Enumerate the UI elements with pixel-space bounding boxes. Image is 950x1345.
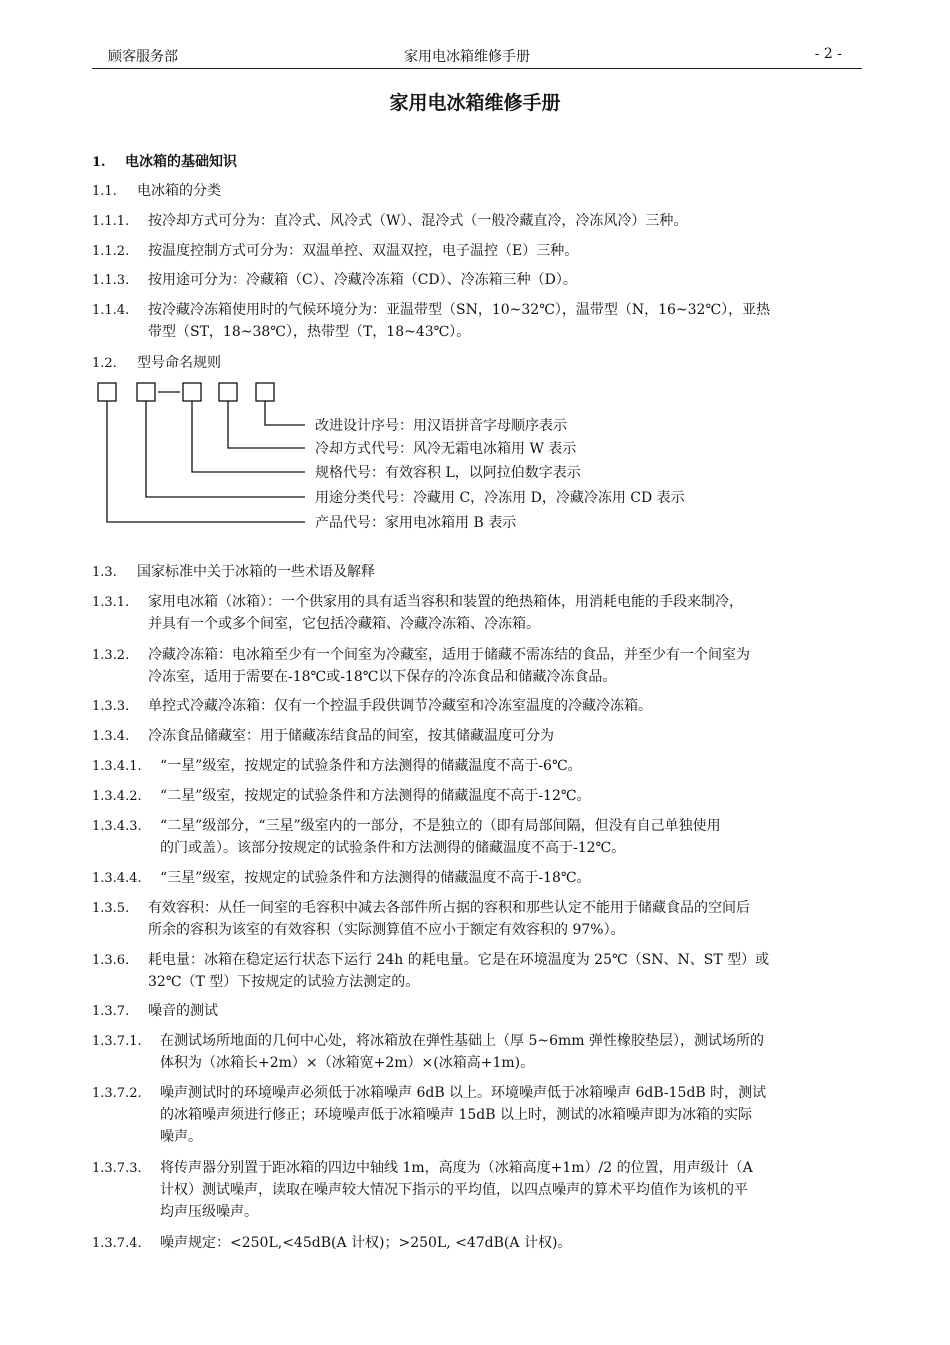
- clause-text: 冷冻室，适用于需要在-18℃或-18℃以下保存的冷冻食品和储藏冷冻食品。: [148, 669, 617, 685]
- clause-text: 32℃（T 型）下按规定的试验方法测定的。: [148, 974, 420, 990]
- clause-number: 1.3.7.3.: [92, 1161, 142, 1176]
- clause-number: 1.3.3.: [92, 699, 130, 714]
- clause-number: 1.2.: [92, 356, 117, 371]
- header-page-number: - 2 -: [814, 46, 842, 62]
- clause-number: 1.3.7.: [92, 1004, 130, 1019]
- clause-number: 1.3.5.: [92, 901, 130, 916]
- header-title: 家用电冰箱维修手册: [404, 49, 530, 65]
- diagram-label-usage: 用途分类代号：冷藏用 C，冷冻用 D，冷藏冷冻用 CD 表示: [315, 490, 685, 506]
- clause-number: 1.3.7.4.: [92, 1236, 142, 1251]
- page-header: [92, 42, 862, 69]
- clause-text: 均声压级噪声。: [160, 1204, 258, 1220]
- clause-number: 1.3.2.: [92, 648, 130, 663]
- clause-number: 1.3.7.2.: [92, 1086, 142, 1101]
- clause-text: 冷藏冷冻箱：电冰箱至少有一个间室为冷藏室，适用于储藏不需冻结的食品，并至少有一个间室为: [148, 647, 750, 663]
- clause-text: 噪声测试时的环境噪声必须低于冰箱噪声 6dB 以上。环境噪声低于冰箱噪声 6dB-15dB 时，测试: [160, 1085, 767, 1101]
- diagram-connector: [192, 401, 305, 472]
- clause-heading: 电冰箱的分类: [137, 183, 221, 199]
- clause-number: 1.3.4.3.: [92, 819, 142, 834]
- diagram-connector: [265, 401, 305, 425]
- diagram-box-design: [256, 383, 274, 401]
- diagram-box-spec: [183, 383, 201, 401]
- clause-text: 噪声。: [160, 1129, 202, 1145]
- clause-text: “二星”级室，按规定的试验条件和方法测得的储藏温度不高于-12℃。: [160, 788, 591, 804]
- clause-text: 噪声规定：<250L,<45dB(A 计权)；>250L, <47dB(A 计权)。: [160, 1235, 572, 1251]
- diagram-box-product: [98, 383, 116, 401]
- header-department: 顾客服务部: [108, 49, 178, 65]
- clause-heading: 型号命名规则: [137, 355, 221, 371]
- diagram-connector: [107, 401, 305, 522]
- clause-number: 1.3.6.: [92, 953, 130, 968]
- clause-text: 按用途可分为：冷藏箱（C）、冷藏冷冻箱（CD）、冷冻箱三种（D）。: [148, 272, 577, 288]
- section-number: 1.: [92, 155, 106, 170]
- clause-text: 有效容积：从任一间室的毛容积中减去各部件所占据的容积和那些认定不能用于储藏食品的空间后: [148, 900, 750, 916]
- clause-number: 1.3.4.4.: [92, 871, 142, 886]
- clause-text: 体积为（冰箱长+2m）×（冰箱宽+2m）×(冰箱高+1m)。: [160, 1055, 535, 1071]
- clause-number: 1.3.4.: [92, 729, 130, 744]
- diagram-label-cooling: 冷却方式代号：风冷无霜电冰箱用 W 表示: [315, 441, 577, 457]
- clause-text: 在测试场所地面的几何中心处，将冰箱放在弹性基础上（厚 5~6mm 弹性橡胶垫层），测试场所的: [160, 1033, 764, 1049]
- diagram-label-product: 产品代号：家用电冰箱用 B 表示: [315, 515, 517, 531]
- clause-text: “一星”级室，按规定的试验条件和方法测得的储藏温度不高于-6℃。: [160, 758, 582, 774]
- clause-number: 1.1.1.: [92, 214, 130, 229]
- model-naming-diagram: [0, 375, 950, 535]
- clause-text: 耗电量：冰箱在稳定运行状态下运行 24h 的耗电量。它是在环境温度为 25℃（SN、N、ST 型）或: [148, 952, 770, 968]
- clause-number: 1.3.: [92, 565, 117, 580]
- clause-text: 家用电冰箱（冰箱）：一个供家用的具有适当容积和装置的绝热箱体，用消耗电能的手段来制冷，: [148, 594, 743, 610]
- diagram-box-cooling: [219, 383, 237, 401]
- clause-text: 单控式冷藏冷冻箱：仅有一个控温手段供调节冷藏室和冷冻室温度的冷藏冷冻箱。: [148, 698, 652, 714]
- clause-text: 将传声器分别置于距冰箱的四边中轴线 1m，高度为（冰箱高度+1m）/2 的位置，用声级计（A: [160, 1160, 753, 1176]
- section-heading: 电冰箱的基础知识: [125, 154, 237, 170]
- diagram-box-usage: [137, 383, 155, 401]
- clause-number: 1.1.4.: [92, 303, 130, 318]
- clause-text: 按冷却方式可分为：直冷式、风冷式（W）、混冷式（一般冷藏直冷，冷冻风冷）三种。: [148, 213, 688, 229]
- clause-text: “三星”级室，按规定的试验条件和方法测得的储藏温度不高于-18℃。: [160, 870, 591, 886]
- clause-text: 按温度控制方式可分为：双温单控、双温双控，电子温控（E）三种。: [148, 243, 579, 259]
- clause-number: 1.3.1.: [92, 595, 130, 610]
- document-title: 家用电冰箱维修手册: [389, 92, 561, 114]
- clause-number: 1.1.2.: [92, 244, 130, 259]
- clause-text: 带型（ST，18~38℃），热带型（T，18~43℃）。: [148, 324, 471, 340]
- clause-text: 的门或盖）。该部分按规定的试验条件和方法测得的储藏温度不高于-12℃。: [160, 840, 626, 856]
- clause-text: 计权）测试噪声，读取在噪声较大情况下指示的平均值，以四点噪声的算术平均值作为该机的平: [160, 1182, 748, 1198]
- clause-number: 1.1.3.: [92, 273, 130, 288]
- clause-text: 按冷藏冷冻箱使用时的气候环境分为：亚温带型（SN，10~32℃），温带型（N，16~32℃），亚热: [148, 302, 771, 318]
- diagram-label-spec: 规格代号：有效容积 L，以阿拉伯数字表示: [315, 465, 581, 481]
- clause-number: 1.3.7.1.: [92, 1034, 142, 1049]
- clause-text: 并具有一个或多个间室，它包括冷藏箱、冷藏冷冻箱、冷冻箱。: [148, 616, 540, 632]
- clause-number: 1.3.4.2.: [92, 789, 142, 804]
- clause-text: “二星”级部分，“三星”级室内的一部分，不是独立的（即有局部间隔，但没有自己单独使用: [160, 818, 721, 834]
- clause-text: 的冰箱噪声须进行修正；环境噪声低于冰箱噪声 15dB 以上时，测试的冰箱噪声即为冰箱的实际: [160, 1107, 752, 1123]
- diagram-label-design: 改进设计序号：用汉语拼音字母顺序表示: [315, 418, 567, 434]
- clause-number: 1.1.: [92, 184, 117, 199]
- clause-heading: 国家标准中关于冰箱的一些术语及解释: [137, 564, 375, 580]
- clause-text: 冷冻食品储藏室：用于储藏冻结食品的间室，按其储藏温度可分为: [148, 728, 554, 744]
- clause-text: 所余的容积为该室的有效容积（实际测算值不应小于额定有效容积的 97%）。: [148, 922, 625, 938]
- clause-heading: 噪音的测试: [148, 1003, 218, 1019]
- clause-number: 1.3.4.1.: [92, 759, 142, 774]
- diagram-connector: [146, 401, 305, 497]
